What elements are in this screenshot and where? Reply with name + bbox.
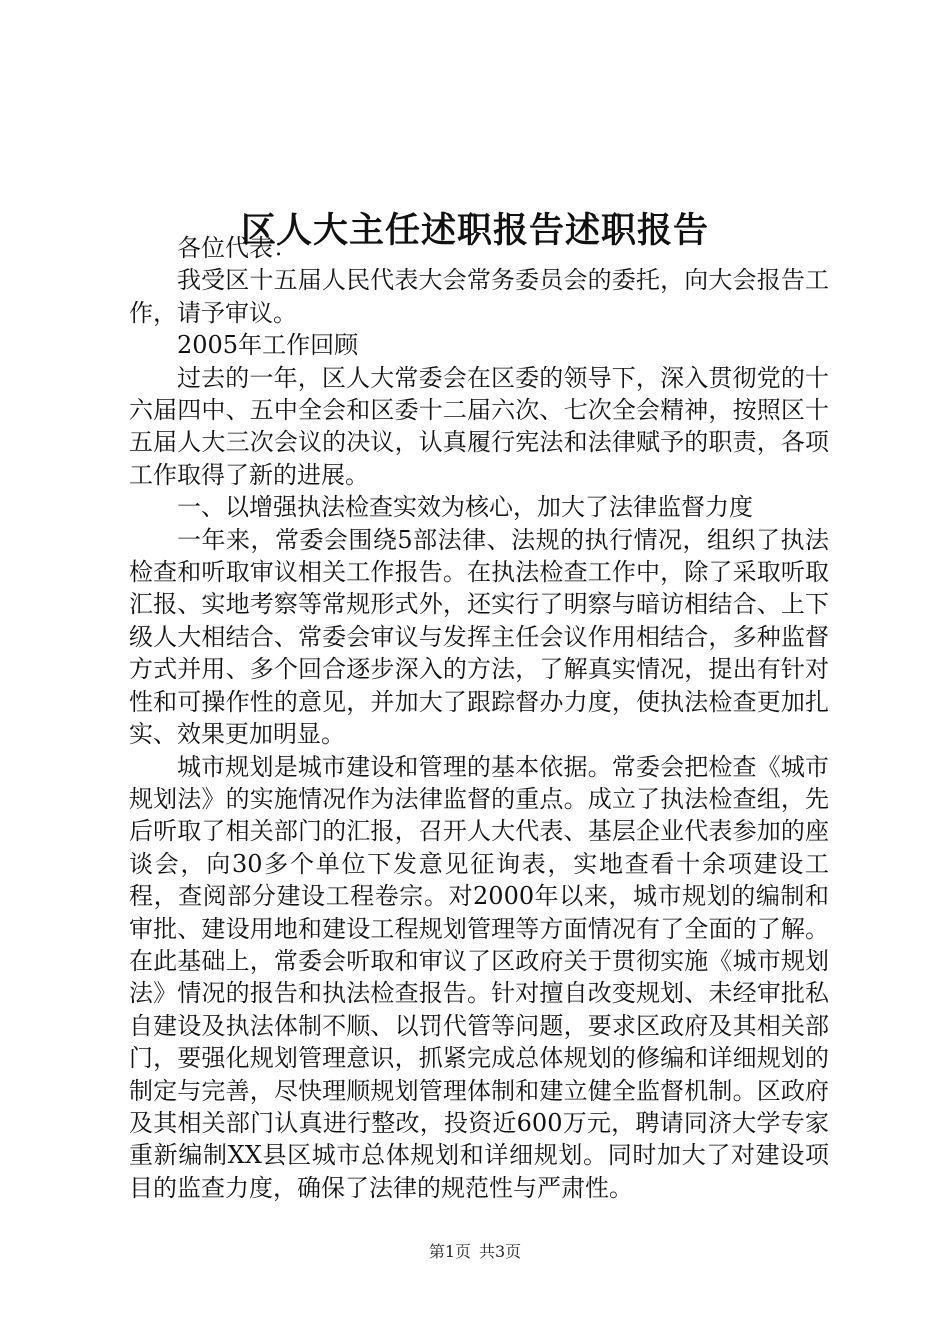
section-heading: 一、以增强执法检查实效为核心，加大了法律监督力度 [177,493,753,522]
page-total: 共3页 [479,1242,522,1261]
paragraph: 过去的一年，区人大常委会在区委的领导下，深入贯彻党的十六届四中、五中全会和区委十二届六次、七次全会精神，按照区十五届人大三次会议的决议，认真履行宪法和法律赋予的职责，各项工作取得了新的进展。 [129,363,829,489]
paragraph: 一年来，常委会围绕5部法律、法规的执行情况，组织了执法检查和听取审议相关工作报告。在执法检查工作中，除了采取听取汇报、实地考察等常规形式外，还实行了明察与暗访相结合、上下级人大相结合、常委会审议与发挥主任会议作用相结合，多种监督方式并用、多个回合逐步深入的方法，了解真实情况，提出有针对性和可操作性的意见，并加大了跟踪督办力度，使执法检查更加扎实、效果更加明显。 [129,525,829,749]
page-footer [0,1240,950,1264]
paragraph: 城市规划是城市建设和管理的基本依据。常委会把检查《城市规划法》的实施情况作为法律监督的重点。成立了执法检查组，先后听取了相关部门的汇报，召开人大代表、基层企业代表参加的座谈会，向30多个单位下发意见征询表，实地查看十余项建设工程，查阅部分建设工程卷宗。对2000年以来，城市规划的编制和审批、建设用地和建设工程规划管理等方面情况有了全面的了解。在此基础上，常委会听取和审议了区政府关于贯彻实施《城市规划法》情况的报告和执法检查报告。针对擅自改变规划、未经审批私自建设及执法体制不顺、以罚代管等问题，要求区政府及其相关部门，要强化规划管理意识，抓紧完成总体规划的修编和详细规划的制定与完善，尽快理顺规划管理体制和建立健全监督机制。区政府及其相关部门认真进行整改，投资近600万元，聘请同济大学专家重新编制XX县区城市总体规划和详细规划。同时加大了对建设项目的监查力度，确保了法律的规范性与严肃性。 [129,752,829,1202]
salutation: 各位代表： [177,234,297,262]
document-title: 区人大主任述职报告述职报告 [240,210,709,252]
page-number: 第1页 [428,1242,471,1261]
paragraph: 我受区十五届人民代表大会常务委员会的委托，向大会报告工作，请予审议。 [129,266,829,327]
document-body [129,232,829,1204]
section-heading: 2005年工作回顾 [177,331,359,360]
